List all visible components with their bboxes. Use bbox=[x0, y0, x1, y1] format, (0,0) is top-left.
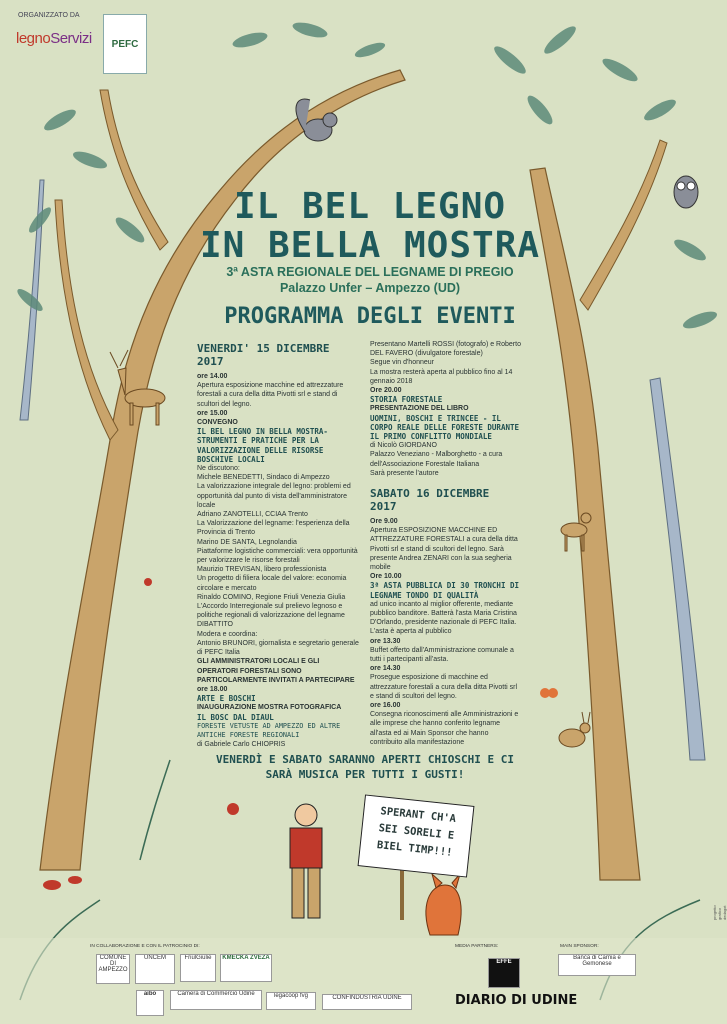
comune-ampezzo-text: COMUNE DI AMPEZZO bbox=[98, 955, 128, 973]
schedule-line: ore 15.00 bbox=[197, 409, 228, 417]
schedule-line: Michele BENEDETTI, Sindaco di Ampezzo bbox=[197, 474, 330, 482]
schedule-line: Adriano ZANOTELLI, CCIAA Trento bbox=[197, 511, 308, 519]
schedule-line: Ore 20.00 bbox=[370, 387, 402, 395]
schedule-line: La mostra resterà aperta al pubblico fino al 14 gennaio 2018 bbox=[370, 368, 513, 385]
sign-board bbox=[358, 794, 475, 877]
banca-carnia-logo bbox=[558, 954, 636, 976]
diario-udine-logo: DIARIO DI UDINE bbox=[455, 993, 578, 1008]
rabbit-icon bbox=[559, 712, 590, 747]
schedule-line: Consegna riconoscimenti alle Amministrazioni e alle imprese che hanno conferito legname all'asta ed ai Main Sponsor che hanno contribuito alla manifestazione bbox=[370, 711, 519, 746]
schedule-line: INAUGURAZIONE MOSTRA FOTOGRAFICA bbox=[197, 704, 342, 712]
schedule-line: Marino DE SANTA, Legnolandia bbox=[197, 538, 297, 546]
organizer-logo-part-b: Servizi bbox=[50, 30, 92, 47]
venue: Palazzo Unfer – Ampezzo (UD) bbox=[279, 281, 461, 295]
schedule-line: Sarà presente l'autore bbox=[370, 469, 439, 477]
schedule-line: DIBATTITO bbox=[197, 621, 233, 629]
schedule-line: ore 14.30 bbox=[370, 665, 401, 673]
fox-icon bbox=[426, 874, 461, 935]
schedule-line: Un progetto di filiera locale del valore: economia circolare e mercato bbox=[197, 575, 347, 592]
owl-icon bbox=[674, 176, 698, 208]
schedule-line: Antonio BRUNORI, giornalista e segretario generale di PEFC Italia bbox=[197, 639, 359, 657]
pefc-mark: PEFC bbox=[111, 39, 139, 50]
schedule-line: Maurizio TREVISAN, libero professionista bbox=[197, 566, 327, 574]
effe-text: EFFE bbox=[496, 959, 512, 965]
collaboration-label: IN COLLABORAZIONE E CON IL PATROCINIO DI: bbox=[90, 944, 200, 949]
schedule-line: Ore 9.00 bbox=[370, 518, 398, 525]
aibo-logo bbox=[136, 990, 164, 1016]
schedule-line: Rinaldo COMINO, Regione Friuli Venezia Giulia bbox=[197, 593, 346, 601]
legacoop-logo bbox=[266, 992, 316, 1010]
left-tree-branch bbox=[55, 200, 118, 440]
schedule-line: VENERDI' 15 DICEMBRE 2017 bbox=[197, 342, 330, 368]
sign-post bbox=[400, 870, 404, 920]
schedule-line: L'Accordo Interregionale sul prelievo legnoso e politiche regionali di valorizzazione del legname bbox=[197, 603, 345, 620]
schedule-line: Apertura ESPOSIZIONE MACCHINE ED ATTREZZATURE FORESTALI a cura della ditta Pivotti srl e stand di scultori del legno. Sarà presente Andrea ZENARI con la sua segheria mobile bbox=[370, 527, 518, 572]
schedule-line: GLI AMMINISTRATORI LOCALI E GLI OPERATORI FORESTALI SONO PARTICOLARMENTE INVITATI A PARTECIPARE bbox=[197, 658, 355, 684]
blue-tree bbox=[650, 378, 705, 760]
friuli-logo bbox=[180, 954, 216, 982]
confindustria-logo bbox=[322, 994, 412, 1010]
friuli-text: FriulGiulie bbox=[184, 955, 212, 961]
schedule-line: Piattaforme logistiche commerciali: vera opportunità per valorizzare le risorse forestali bbox=[197, 547, 358, 565]
schedule-line: CONVEGNO bbox=[197, 419, 238, 427]
schedule-line: FORESTE VETUSTE AD AMPEZZO ED ALTRE ANTICHE FORESTE REGIONALI bbox=[197, 721, 341, 739]
main-sponsor-label: MAIN SPONSOR: bbox=[560, 944, 599, 949]
mushroom-icon bbox=[43, 876, 82, 890]
schedule-line: UOMINI, BOSCHI E TRINCEE - IL CORPO REALE DELLE FORESTE DURANTE IL PRIMO CONFLITTO MONDIALE bbox=[370, 413, 520, 442]
schedule-line: Ore 10.00 bbox=[370, 573, 402, 581]
title-line-1: IL BEL LEGNO bbox=[233, 186, 507, 227]
camera-commercio-text: Camera di Commercio Udine bbox=[177, 991, 255, 997]
butterfly-icon bbox=[540, 688, 558, 698]
friday-schedule bbox=[197, 342, 359, 749]
schedule-line: ore 18.00 bbox=[197, 685, 228, 693]
sign-line-2: SEI SORELI E bbox=[378, 822, 455, 842]
schedule-line: Palazzo Veneziano - Malborghetto - a cura dell'Associazione Forestale Italiana bbox=[370, 451, 503, 468]
sign-line-3: BIEL TIMP!!! bbox=[376, 838, 453, 859]
schedule-line: ad unico incanto al miglior offerente, mediante pubblico banditore. Batterà l'asta Maria Cristina D'Orlando, presidente nazionale di PEFC Italia. L'asta è aperta al pubblico bbox=[370, 600, 517, 636]
friday-evening-schedule bbox=[370, 340, 525, 478]
schedule-line: Ne discutono: bbox=[197, 465, 240, 473]
sign-line-1: SPERANT CH'A bbox=[379, 805, 457, 826]
organized-by-label: ORGANIZZATO DA bbox=[18, 12, 80, 19]
kmecka-logo bbox=[220, 954, 272, 982]
lumberjack-icon bbox=[290, 804, 322, 918]
schedule-line: Prosegue esposizione di macchine ed attrezzature forestali a cura della ditta Pivotti srl e stand di scultori del legno. bbox=[370, 674, 518, 700]
schedule-line: PRESENTAZIONE DEL LIBRO bbox=[370, 405, 469, 413]
schedule-line: Presentano Martelli ROSSI (fotografo) e Roberto DEL FAVERO (divulgatore forestale) bbox=[370, 341, 521, 358]
schedule-line: 3ª ASTA PUBBLICA DI 30 TRONCHI DI LEGNAME TONDO DI QUALITÀ bbox=[370, 581, 520, 600]
schedule-line: Apertura esposizione macchine ed attrezzature forestali a cura della ditta Pivotti srl e stand di scultori del legno. bbox=[197, 382, 344, 408]
uncem-logo bbox=[135, 954, 175, 984]
right-tree-branch bbox=[580, 140, 667, 310]
schedule-line: ore 16.00 bbox=[370, 702, 401, 710]
kmecka-text: KMEČKA ZVEZA bbox=[222, 955, 270, 961]
schedule-line: di Gabriele Carlo CHIOPRIS bbox=[197, 740, 286, 748]
organizer-logo bbox=[16, 30, 92, 47]
closing-message bbox=[190, 752, 540, 782]
schedule-line: IL BEL LEGNO IN BELLA MOSTRA-STRUMENTI E PRATICHE PER LA VALORIZZAZIONE DELLE RISORSE BOSCHIVE LOCALI bbox=[197, 427, 328, 464]
confindustria-text: CONFINDUSTRIA UDINE bbox=[332, 995, 402, 1001]
organizer-logo-part-a: legno bbox=[16, 30, 51, 47]
pefc-logo bbox=[103, 14, 147, 74]
schedule-line: ore 14.00 bbox=[197, 373, 228, 380]
legacoop-text: legacoop fvg bbox=[273, 993, 309, 999]
schedule-line: di Nicolò GIORDANO bbox=[370, 442, 437, 450]
schedule-line: IL BOSC DAL DIAUL bbox=[197, 712, 274, 722]
closing-line-1: VENERDÌ E SABATO SARANNO APERTI CHIOSCHI E CI bbox=[215, 753, 514, 766]
design-credit: progetto grafico dedagot bbox=[712, 905, 727, 920]
schedule-line: STORIA FORESTALE bbox=[370, 395, 443, 405]
schedule-line: Buffet offerto dall'Amministrazione comunale a tutti i partecipanti all'asta. bbox=[370, 646, 514, 664]
effe-logo bbox=[488, 958, 520, 988]
aibo-text: aibo bbox=[143, 991, 157, 997]
schedule-line: ore 13.30 bbox=[370, 637, 401, 645]
schedule-line: La Valorizzazione del legname: l'esperienza della Provincia di Trento bbox=[197, 520, 350, 537]
programme-heading: PROGRAMMA DEGLI EVENTI bbox=[224, 304, 516, 329]
schedule-line: Modera e coordina: bbox=[197, 630, 258, 638]
media-partners-label: MEDIA PARTNERS: bbox=[455, 944, 499, 949]
banca-carnia-text: Banca di Carnia e Gemonese bbox=[573, 955, 621, 967]
schedule-line: La valorizzazione integrale del legno: problemi ed opportunità dal punto di vista dell'amministratore locale bbox=[197, 483, 351, 509]
comune-ampezzo-logo bbox=[96, 954, 130, 984]
closing-line-2: SARÀ MUSICA PER TUTTI I GUSTI! bbox=[265, 768, 465, 781]
uncem-text: UNCEM bbox=[144, 955, 166, 961]
saturday-schedule bbox=[370, 487, 522, 747]
title-line-2: IN BELLA MOSTRA bbox=[199, 225, 541, 266]
schedule-line: ARTE E BOSCHI bbox=[197, 694, 256, 704]
schedule-line: SABATO 16 DICEMBRE 2017 bbox=[370, 487, 490, 513]
schedule-line: Segue vin d'honneur bbox=[370, 359, 434, 367]
camera-commercio-logo bbox=[170, 990, 262, 1010]
subtitle: 3ª ASTA REGIONALE DEL LEGNAME DI PREGIO bbox=[226, 265, 514, 279]
